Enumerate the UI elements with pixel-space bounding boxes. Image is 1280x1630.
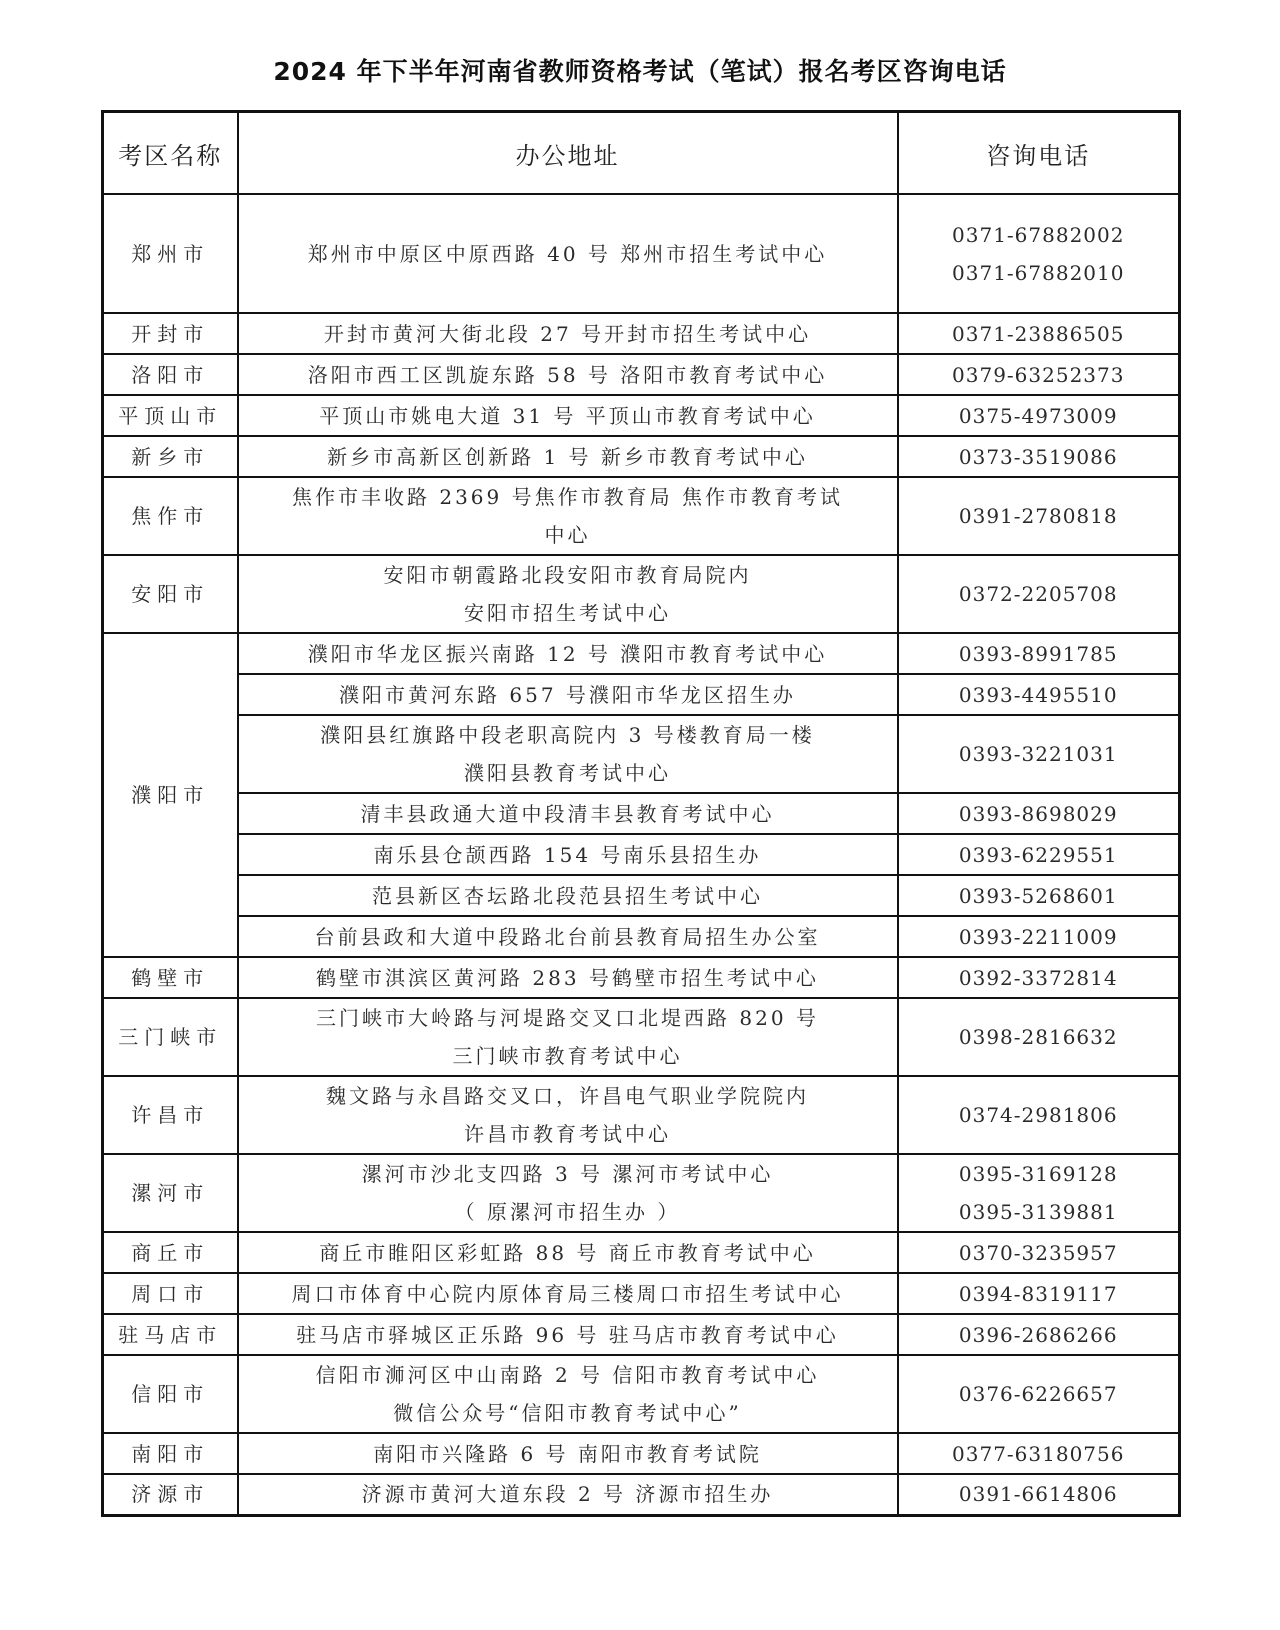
address-cell xyxy=(238,633,898,674)
phone-cell xyxy=(898,1314,1180,1355)
address-line: 安阳市招生考试中心 xyxy=(464,601,671,625)
region-cell: 商丘市 xyxy=(103,1232,238,1273)
table-row xyxy=(103,395,1180,436)
phone-cell xyxy=(898,916,1180,957)
phone-number: 0393-6229551 xyxy=(958,842,1118,867)
table-row xyxy=(103,1474,1180,1515)
phone-number: 0379-63252373 xyxy=(952,362,1125,387)
phone-cell xyxy=(898,793,1180,834)
phone-cell xyxy=(898,395,1180,436)
phone-cell xyxy=(898,1154,1180,1232)
phone-number: 0394-8319117 xyxy=(958,1281,1118,1306)
address-cell xyxy=(238,674,898,715)
phone-cell xyxy=(898,1474,1180,1515)
address-cell xyxy=(238,998,898,1076)
phone-cell xyxy=(898,1355,1180,1433)
address-cell xyxy=(238,957,898,998)
header-address: 办公地址 xyxy=(238,112,898,195)
address-line: 济源市黄河大道东段 2 号 济源市招生办 xyxy=(361,1482,774,1507)
phone-number: 0373-3519086 xyxy=(958,444,1118,469)
address-cell xyxy=(238,354,898,395)
region-cell: 新乡市 xyxy=(103,436,238,477)
table-row xyxy=(103,1314,1180,1355)
phone-number: 0371-23886505 xyxy=(952,321,1125,346)
address-line: 魏文路与永昌路交叉口，许昌电气职业学院院内 xyxy=(326,1084,809,1108)
region-cell: 濮阳市 xyxy=(103,633,238,957)
phone-number: 0395-3139881 xyxy=(958,1200,1118,1224)
address-cell xyxy=(238,793,898,834)
phone-cell xyxy=(898,957,1180,998)
phone-number: 0392-3372814 xyxy=(958,965,1118,990)
address-cell xyxy=(238,1076,898,1154)
address-line: 三门峡市教育考试中心 xyxy=(452,1044,683,1068)
phone-number: 0393-4495510 xyxy=(958,682,1118,707)
address-line: 台前县政和大道中段路北台前县教育局招生办公室 xyxy=(314,924,821,949)
address-line: 焦作市丰收路 2369 号焦作市教育局 焦作市教育考试 xyxy=(292,485,843,509)
address-cell xyxy=(238,1273,898,1314)
phone-cell xyxy=(898,715,1180,793)
table-row xyxy=(103,957,1180,998)
region-cell: 开封市 xyxy=(103,313,238,354)
phone-cell xyxy=(898,633,1180,674)
address-cell xyxy=(238,916,898,957)
region-cell: 信阳市 xyxy=(103,1355,238,1433)
address-line: 信阳市浉河区中山南路 2 号 信阳市教育考试中心 xyxy=(315,1363,820,1387)
address-cell xyxy=(238,1232,898,1273)
table-row xyxy=(103,436,1180,477)
address-cell xyxy=(238,313,898,354)
address-cell xyxy=(238,1154,898,1232)
region-cell: 济源市 xyxy=(103,1474,238,1515)
contact-table xyxy=(101,110,1181,1517)
phone-number: 0372-2205708 xyxy=(958,582,1118,606)
phone-number: 0398-2816632 xyxy=(958,1025,1118,1049)
table-row xyxy=(103,834,1180,875)
table-row xyxy=(103,1355,1180,1433)
address-cell xyxy=(238,1433,898,1474)
phone-cell xyxy=(898,1076,1180,1154)
table-row xyxy=(103,916,1180,957)
table-row xyxy=(103,1273,1180,1314)
address-line: 中心 xyxy=(544,523,591,547)
phone-number: 0371-67882002 xyxy=(952,222,1125,247)
phone-number: 0377-63180756 xyxy=(952,1441,1125,1466)
region-cell: 周口市 xyxy=(103,1273,238,1314)
region-cell: 三门峡市 xyxy=(103,998,238,1076)
address-line: 漯河市沙北支四路 3 号 漯河市考试中心 xyxy=(361,1162,774,1186)
address-cell xyxy=(238,1314,898,1355)
region-cell: 漯河市 xyxy=(103,1154,238,1232)
phone-cell xyxy=(898,313,1180,354)
table-row xyxy=(103,1232,1180,1273)
address-cell xyxy=(238,477,898,555)
phone-cell xyxy=(898,834,1180,875)
address-cell xyxy=(238,555,898,633)
phone-number: 0393-8698029 xyxy=(958,801,1118,826)
phone-cell xyxy=(898,477,1180,555)
region-cell: 郑州市 xyxy=(103,194,238,313)
address-line: 南乐县仓颉西路 154 号南乐县招生办 xyxy=(373,842,762,867)
address-line: 鹤壁市淇滨区黄河路 283 号鹤壁市招生考试中心 xyxy=(316,965,819,990)
address-line: 驻马店市驿城区正乐路 96 号 驻马店市教育考试中心 xyxy=(296,1322,839,1347)
phone-cell xyxy=(898,354,1180,395)
phone-cell xyxy=(898,555,1180,633)
table-header-row xyxy=(103,112,1180,195)
header-phone: 咨询电话 xyxy=(898,112,1180,195)
table-row xyxy=(103,793,1180,834)
address-line: 南阳市兴隆路 6 号 南阳市教育考试院 xyxy=(373,1441,762,1466)
address-cell xyxy=(238,875,898,916)
phone-number: 0395-3169128 xyxy=(958,1162,1118,1186)
address-line: 郑州市中原区中原西路 40 号 郑州市招生考试中心 xyxy=(307,241,828,266)
phone-cell xyxy=(898,998,1180,1076)
table-row xyxy=(103,674,1180,715)
address-line: 安阳市朝霞路北段安阳市教育局院内 xyxy=(383,563,752,587)
address-line: 濮阳县红旗路中段老职高院内 3 号楼教育局一楼 xyxy=(320,723,815,747)
address-cell xyxy=(238,1474,898,1515)
table-row xyxy=(103,354,1180,395)
phone-cell xyxy=(898,194,1180,313)
address-cell xyxy=(238,436,898,477)
address-cell xyxy=(238,395,898,436)
address-line: 平顶山市姚电大道 31 号 平顶山市教育考试中心 xyxy=(319,403,816,428)
phone-cell xyxy=(898,1232,1180,1273)
address-line: 濮阳县教育考试中心 xyxy=(464,761,671,785)
table-row xyxy=(103,633,1180,674)
header-region: 考区名称 xyxy=(103,112,238,195)
region-cell: 平顶山市 xyxy=(103,395,238,436)
address-line: 濮阳市黄河东路 657 号濮阳市华龙区招生办 xyxy=(339,682,796,707)
phone-number: 0393-3221031 xyxy=(958,742,1118,766)
table-row xyxy=(103,715,1180,793)
region-cell: 鹤壁市 xyxy=(103,957,238,998)
address-cell xyxy=(238,834,898,875)
address-cell xyxy=(238,715,898,793)
address-line: 濮阳市华龙区振兴南路 12 号 濮阳市教育考试中心 xyxy=(307,641,828,666)
phone-number: 0393-8991785 xyxy=(958,641,1118,666)
phone-number: 0391-6614806 xyxy=(958,1482,1118,1507)
address-line: 清丰县政通大道中段清丰县教育考试中心 xyxy=(360,801,775,826)
address-cell xyxy=(238,194,898,313)
table-row xyxy=(103,477,1180,555)
region-cell: 焦作市 xyxy=(103,477,238,555)
phone-number: 0376-6226657 xyxy=(958,1382,1118,1406)
address-line: （ 原漯河市招生办 ） xyxy=(454,1200,681,1224)
table-row xyxy=(103,1154,1180,1232)
address-line: 微信公众号“信阳市教育考试中心” xyxy=(393,1401,742,1425)
phone-number: 0370-3235957 xyxy=(958,1240,1118,1265)
table-row xyxy=(103,194,1180,313)
region-cell: 许昌市 xyxy=(103,1076,238,1154)
phone-number: 0396-2686266 xyxy=(958,1322,1118,1347)
address-line: 洛阳市西工区凯旋东路 58 号 洛阳市教育考试中心 xyxy=(307,362,828,387)
table-row xyxy=(103,1433,1180,1474)
address-cell xyxy=(238,1355,898,1433)
table-row xyxy=(103,313,1180,354)
page-title: 2024 年下半年河南省教师资格考试（笔试）报名考区咨询电话 xyxy=(273,57,1007,86)
phone-cell xyxy=(898,436,1180,477)
region-cell: 安阳市 xyxy=(103,555,238,633)
table-row xyxy=(103,555,1180,633)
phone-number: 0374-2981806 xyxy=(958,1103,1118,1127)
address-line: 范县新区杏坛路北段范县招生考试中心 xyxy=(372,883,763,908)
region-cell: 南阳市 xyxy=(103,1433,238,1474)
address-line: 商丘市睢阳区彩虹路 88 号 商丘市教育考试中心 xyxy=(319,1240,816,1265)
region-cell: 驻马店市 xyxy=(103,1314,238,1355)
phone-cell xyxy=(898,1273,1180,1314)
address-line: 新乡市高新区创新路 1 号 新乡市教育考试中心 xyxy=(327,444,808,469)
phone-number: 0393-2211009 xyxy=(958,924,1118,949)
phone-number: 0371-67882010 xyxy=(952,260,1125,285)
address-line: 三门峡市大岭路与河堤路交叉口北堤西路 820 号 xyxy=(316,1006,819,1030)
address-line: 许昌市教育考试中心 xyxy=(464,1122,671,1146)
table-row xyxy=(103,1076,1180,1154)
address-line: 开封市黄河大街北段 27 号开封市招生考试中心 xyxy=(323,321,812,346)
table-row xyxy=(103,998,1180,1076)
phone-cell xyxy=(898,674,1180,715)
address-line: 周口市体育中心院内原体育局三楼周口市招生考试中心 xyxy=(291,1281,844,1306)
phone-number: 0393-5268601 xyxy=(958,883,1118,908)
region-cell: 洛阳市 xyxy=(103,354,238,395)
phone-number: 0391-2780818 xyxy=(958,504,1118,528)
phone-cell xyxy=(898,875,1180,916)
table-row xyxy=(103,875,1180,916)
phone-cell xyxy=(898,1433,1180,1474)
phone-number: 0375-4973009 xyxy=(958,403,1118,428)
